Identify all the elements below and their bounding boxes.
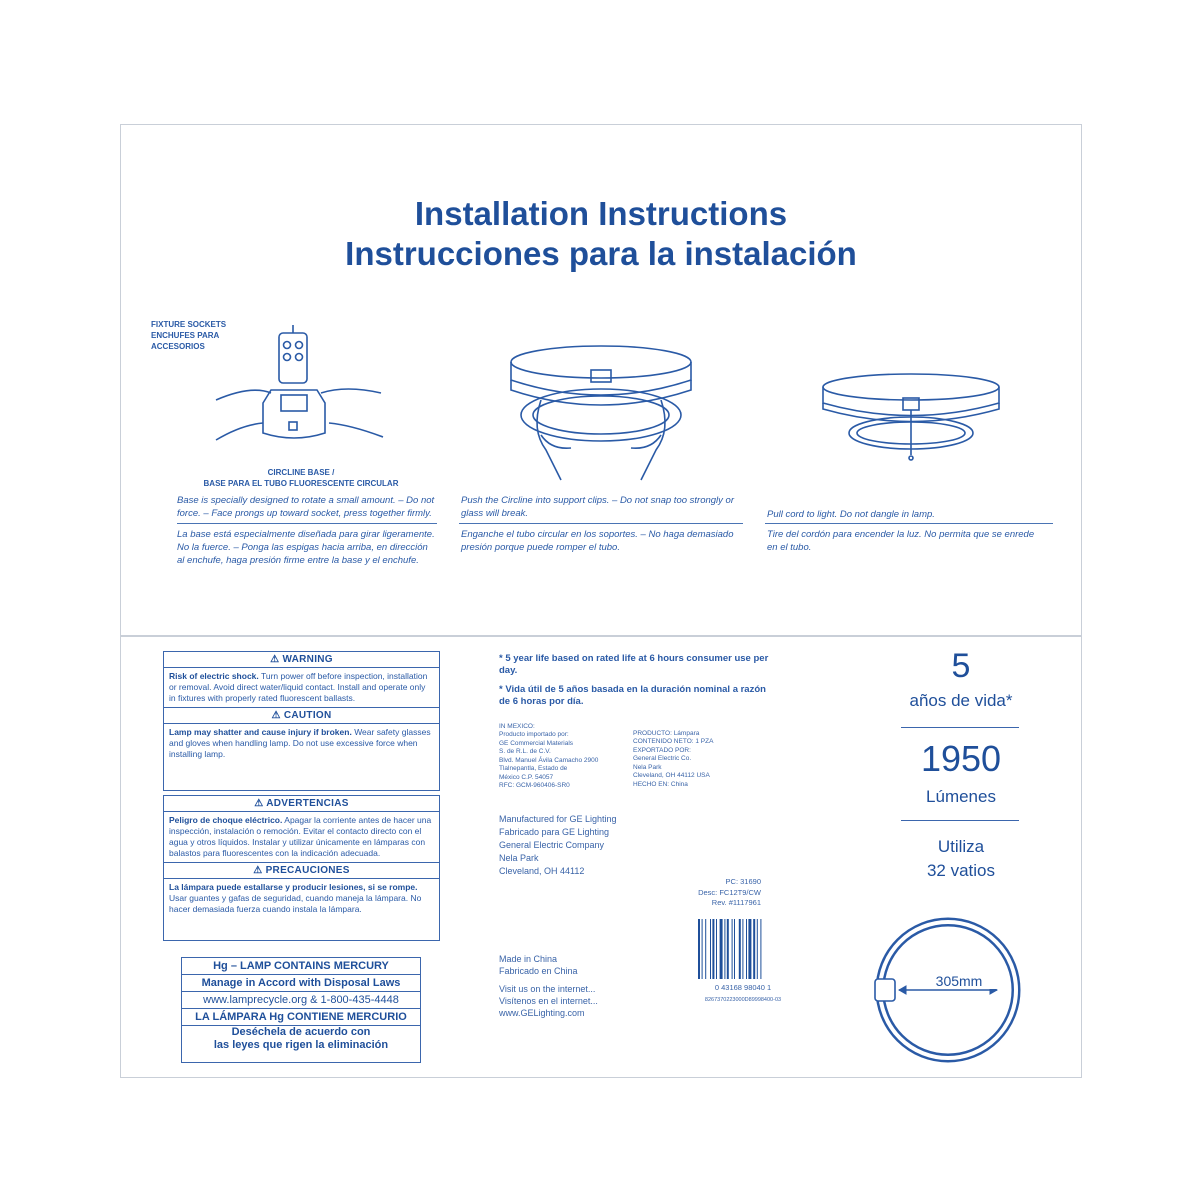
- importer-line: IN MEXICO:: [499, 723, 535, 730]
- mercury-line: LA LÁMPARA Hg CONTIENE MERCURIO: [182, 1009, 420, 1026]
- origin-line: Fabricado en China: [499, 966, 578, 977]
- footnote-english: * 5 year life based on rated life at 6 hours consumer use per day.: [499, 653, 769, 677]
- importer-line: S. de R.L. de C.V.: [499, 748, 551, 756]
- divider: [765, 523, 1053, 524]
- website-info: [499, 983, 649, 1019]
- importer-line: Producto importado por:: [499, 731, 569, 739]
- title-spanish: Instrucciones para la instalación: [345, 235, 857, 272]
- website-line: Visítenos en el internet...: [499, 996, 598, 1007]
- circline-mount-illustration: [501, 340, 701, 490]
- warning-text: Risk of electric shock. Turn power off before inspection, installation or removal. Avoid direct water/liquid contact. Install and operate only in fixtures with properly rated fluorescent ballasts.: [169, 671, 428, 704]
- made-in-info: [499, 953, 649, 977]
- website-line: www.GELighting.com: [499, 1008, 585, 1019]
- exporter-line: Nela Park: [633, 763, 662, 771]
- barcode: [698, 919, 788, 979]
- lumens-label: Lúmenes: [926, 787, 996, 806]
- manufacturer-line: Nela Park: [499, 853, 539, 864]
- watts-value: 32 vatios: [926, 861, 996, 880]
- step3-text-spanish: Tire del cordón para encender la luz. No permita que se enrede en el tubo.: [767, 529, 1035, 553]
- step2-text-spanish: Enganche el tubo circular en los soportes. – No haga demasiado presión porque puede romper el tubo.: [461, 529, 734, 553]
- caution-heading: ⚠ CAUTION: [164, 707, 439, 724]
- watts-label: Utiliza: [937, 837, 985, 856]
- footnote-spanish: * Vida útil de 5 años basada en la duración nominal a razón de 6 horas por día.: [499, 683, 766, 708]
- divider: [459, 523, 743, 524]
- barcode-bar: [748, 919, 751, 979]
- manufacturer-line: General Electric Company: [499, 840, 605, 851]
- barcode-bar: [705, 919, 706, 979]
- exporter-line: HECHO EN: China: [633, 780, 688, 788]
- product-info-panel: [120, 636, 1082, 1078]
- spanish-safety-box: [163, 795, 440, 941]
- step2-text-english: Push the Circline into support clips. – Do not snap too strongly or glass will break.: [461, 495, 735, 519]
- importer-line: Tlalnepantla, Estado de: [499, 765, 568, 773]
- importer-info-mexico: [499, 723, 639, 791]
- diameter-label: 305mm: [921, 973, 997, 989]
- warning-heading: ⚠ WARNING: [164, 652, 439, 668]
- precauciones-text: La lámpara puede estallarse y producir lesiones, si se rompe. Usar guantes y gafas de seguridad, cuando maneja la lámpara. No hacer demasiada fuerza cuando instala la lámpara.: [169, 882, 422, 915]
- exporter-line: EXPORTADO POR:: [633, 746, 691, 754]
- mercury-line: Hg – LAMP CONTAINS MERCURY: [182, 958, 420, 975]
- life-years-label: años de vida*: [909, 691, 1013, 710]
- disposal-text-spanish: Deséchela de acuerdo con las leyes que rigen la eliminación: [213, 1026, 389, 1052]
- manufacturer-line: Fabricado para GE Lighting: [499, 827, 610, 838]
- caution-text: Lamp may shatter and cause injury if broken. Wear safety glasses and gloves when handling lamp. Do not use excessive force when installing lamp.: [169, 727, 431, 760]
- precauciones-heading: ⚠ PRECAUCIONES: [164, 862, 439, 879]
- barcode-bar: [698, 919, 700, 979]
- barcode-subcode: 8267370223000D89998400-03: [704, 997, 782, 1003]
- barcode-bar: [727, 919, 729, 979]
- importer-line: GE Commercial Materials: [499, 739, 574, 747]
- instructions-panel: [120, 124, 1082, 636]
- barcode-bar: [746, 919, 747, 979]
- english-safety-box: [163, 651, 440, 791]
- barcode-bar: [712, 919, 714, 979]
- exporter-info: [633, 730, 753, 789]
- barcode-bar: [720, 919, 723, 979]
- barcode-bar: [753, 919, 755, 979]
- exporter-line: Cleveland, OH 44112 USA: [633, 772, 710, 780]
- recycle-contact: www.lamprecycle.org & 1-800-435-4448: [182, 992, 420, 1009]
- barcode-bar: [760, 919, 761, 979]
- fixture-pull-cord-illustration: [821, 373, 1001, 473]
- divider: [177, 523, 437, 524]
- fixture-sockets-label: FIXTURE SOCKETS ENCHUFES PARA ACCESORIOS: [151, 320, 227, 351]
- divider: [901, 727, 1019, 728]
- circline-base-label: CIRCLINE BASE / BASE PARA EL TUBO FLUORESCENTE CIRCULAR: [203, 468, 399, 488]
- origin-line: Made in China: [499, 954, 558, 964]
- exporter-line: PRODUCTO: Lámpara: [633, 730, 700, 737]
- mercury-notice-box: [181, 957, 421, 1063]
- barcode-bar: [716, 919, 717, 979]
- step1-text-spanish: La base está especialmente diseñada para girar ligeramente. No la fuerce. – Ponga las espigas hacia arriba, en dirección al enchufe, haga presión firme entre la base y el enchufe.: [177, 529, 435, 566]
- divider: [901, 820, 1019, 821]
- mercury-line: Manage in Accord with Disposal Laws: [182, 975, 420, 992]
- exporter-line: CONTENIDO NETO: 1 PZA: [633, 738, 714, 746]
- website-line: Visit us on the internet...: [499, 984, 596, 994]
- barcode-bar: [739, 919, 741, 979]
- importer-line: RFC: GCM-960406-SR0: [499, 782, 570, 790]
- advertencias-heading: ⚠ ADVERTENCIAS: [164, 796, 439, 812]
- manufacturer-line: Cleveland, OH 44112: [499, 866, 585, 877]
- manufacturer-line: Manufactured for GE Lighting: [499, 814, 617, 824]
- step3-text-english: Pull cord to light. Do not dangle in lamp.: [767, 509, 935, 520]
- manufacturer-info: [499, 813, 699, 878]
- barcode-bar: [742, 919, 743, 979]
- importer-line: México C.P. 54057: [499, 773, 554, 781]
- barcode-bar: [757, 919, 758, 979]
- lumens-value: 1950: [920, 738, 1002, 779]
- exporter-line: General Electric Co.: [633, 755, 692, 763]
- life-years-value: 5: [951, 647, 971, 685]
- barcode-bar: [732, 919, 733, 979]
- step1-text-english: Base is specially designed to rotate a small amount. – Do not force. – Face prongs up toward socket, press together firmly.: [177, 495, 435, 519]
- circline-base-illustration: [211, 325, 391, 455]
- product-codes: PC: 31690 Desc: FC12T9/CW Rev. #1117961: [698, 877, 761, 907]
- advertencias-text: Peligro de choque eléctrico. Apagar la corriente antes de hacer una inspección, instalación o remoción. Evitar el contacto directo con el agua y otros líquidos. Instalar y utilizar únicamente en lámparas con balastos para fluorescentes con la indicación adecuada.: [169, 815, 432, 859]
- barcode-bar: [734, 919, 735, 979]
- barcode-bar: [724, 919, 725, 979]
- importer-line: Blvd. Manuel Ávila Camacho 2900: [499, 756, 599, 764]
- life-footnote: [499, 653, 769, 708]
- title-english: Installation Instructions: [414, 195, 788, 232]
- barcode-bar: [710, 919, 711, 979]
- circline-diameter-diagram: [873, 915, 1023, 1065]
- barcode-bar: [702, 919, 703, 979]
- barcode-number: 0 43168 98040 1: [714, 983, 772, 992]
